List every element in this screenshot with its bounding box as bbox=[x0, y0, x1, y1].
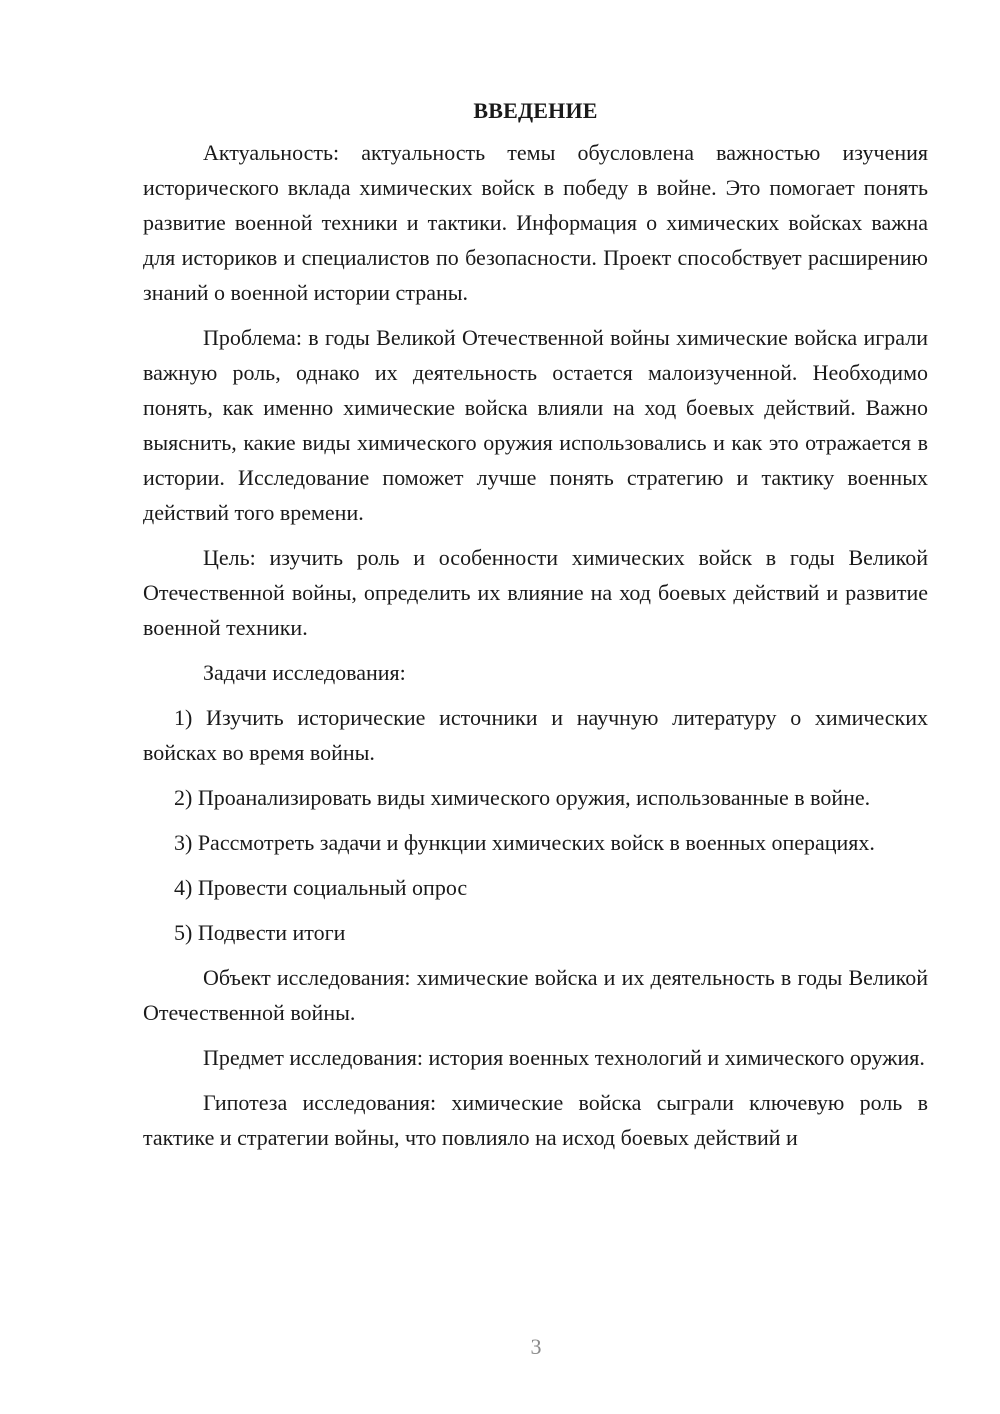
task-item-2: 2) Проанализировать виды химического оружия, использованные в войне. bbox=[174, 785, 871, 810]
task-item-1: 1) Изучить исторические источники и научную литературу о химических войсках во время войны. bbox=[143, 705, 928, 765]
tasks-heading: Задачи исследования: bbox=[203, 660, 406, 685]
task-item-5: 5) Подвести итоги bbox=[174, 920, 346, 945]
section-title: ВВЕДЕНИЕ bbox=[473, 98, 598, 123]
paragraph-goal: Цель: изучить роль и особенности химических войск в годы Великой Отечественной войны, определить их влияние на ход боевых действий и развитие военной техники. bbox=[143, 545, 928, 640]
paragraph-object: Объект исследования: химические войска и их деятельность в годы Великой Отечественной войны. bbox=[143, 965, 928, 1025]
task-item-4: 4) Провести социальный опрос bbox=[174, 875, 468, 900]
page-content bbox=[143, 96, 928, 1165]
paragraph-hypothesis: Гипотеза исследования: химические войска сыграли ключевую роль в тактике и стратегии войны, что повлияло на исход боевых действий и bbox=[143, 1090, 928, 1150]
page-number: 3 bbox=[530, 1334, 542, 1359]
task-item-3: 3) Рассмотреть задачи и функции химических войск в военных операциях. bbox=[174, 830, 875, 855]
paragraph-problem: Проблема: в годы Великой Отечественной войны химические войска играли важную роль, однако их деятельность остается малоизученной. Необходимо понять, как именно химические войска влияли на ход боевых действий. Важно выяснить, какие виды химического оружия использовались и как это отражается в истории. Исследование поможет лучше понять стратегию и тактику военных действий того времени. bbox=[143, 325, 928, 525]
paragraph-relevance: Актуальность: актуальность темы обусловлена важностью изучения исторического вклада химических войск в победу в войне. Это помогает понять развитие военной техники и тактики. Информация о химических войсках важна для историков и специалистов по безопасности. Проект способствует расширению знаний о военной истории страны. bbox=[143, 140, 928, 305]
paragraph-subject: Предмет исследования: история военных технологий и химического оружия. bbox=[203, 1045, 925, 1070]
